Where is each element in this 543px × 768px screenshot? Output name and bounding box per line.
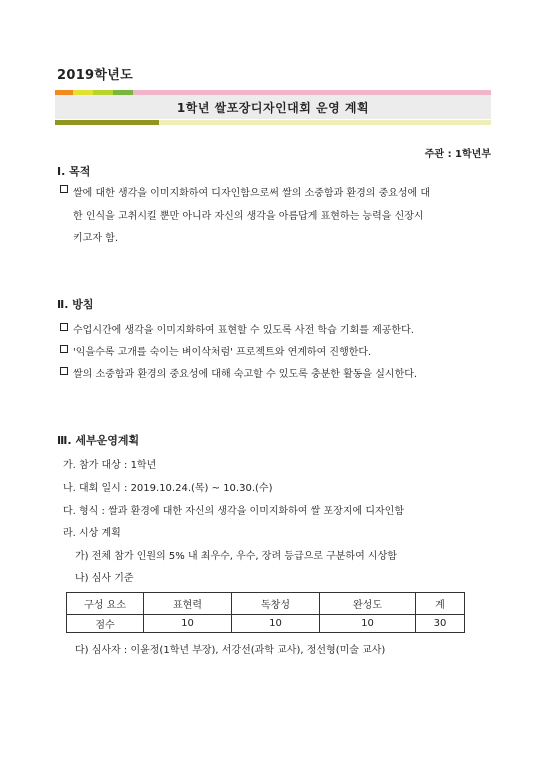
underline-segment (55, 120, 159, 125)
table-cell: 점수 (67, 615, 144, 633)
table-cell: 30 (416, 615, 465, 633)
policy-item (60, 365, 417, 380)
table-cell: 10 (232, 615, 320, 633)
underline-segment (159, 120, 491, 125)
table-header-cell: 독창성 (232, 593, 320, 615)
award-sub-item: 가) 전체 참가 인원의 5% 내 최우수, 우수, 장려 등급으로 구분하여 시상함 (75, 551, 397, 562)
policy-item (60, 321, 414, 336)
policy-item (60, 343, 371, 358)
title-underline-bar (55, 120, 491, 125)
table-cell: 10 (144, 615, 232, 633)
policy-item-text: 쌀의 소중함과 환경의 중요성에 대해 숙고할 수 있도록 충분한 활동을 실시한다. (73, 369, 418, 380)
section-heading-plan: Ⅲ. 세부운영계획 (57, 434, 140, 447)
policy-item-text: '익을수록 고개를 숙이는 벼이삭처럼' 프로젝트와 연계하여 진행한다. (73, 347, 372, 358)
purpose-line: 쌀에 대한 생각을 이미지화하여 디자인함으로써 쌀의 소중함과 환경의 중요성에 대 (73, 188, 431, 199)
table-header-cell: 구성 요소 (67, 593, 144, 615)
checkbox-bullet-icon (60, 185, 68, 193)
checkbox-bullet-icon (60, 345, 68, 353)
judges-line: 다) 심사자 : 이윤정(1학년 부장), 서강선(과학 교사), 정선형(미술 교사) (75, 645, 386, 656)
plan-item: 다. 형식 : 쌀과 환경에 대한 자신의 생각을 이미지화하여 쌀 포장지에 디자인함 (63, 506, 404, 517)
table-header-cell: 계 (416, 593, 465, 615)
section-heading-policy: Ⅱ. 방침 (57, 298, 94, 311)
organizer-label: 주관 : 1학년부 (424, 149, 491, 160)
table-header-cell: 완성도 (320, 593, 416, 615)
policy-item-text: 수업시간에 생각을 이미지화하여 표현할 수 있도록 사전 학습 기회를 제공한다. (73, 325, 414, 336)
judging-criteria-table (66, 592, 465, 633)
table-cell: 10 (320, 615, 416, 633)
section-heading-purpose: Ⅰ. 목적 (57, 165, 91, 178)
table-header-cell: 표현력 (144, 593, 232, 615)
checkbox-bullet-icon (60, 367, 68, 375)
document-title: 1학년 쌀포장디자인대회 운영 계획 (176, 100, 370, 115)
plan-item: 나. 대회 일시 : 2019.10.24.(목) ~ 10.30.(수) (63, 483, 273, 494)
purpose-text (73, 183, 430, 251)
purpose-line: 한 인식을 고취시킬 뿐만 아니라 자신의 생각을 아름답게 표현하는 능력을 신장시 (73, 210, 424, 222)
title-banner (55, 95, 491, 119)
school-year: 2019학년도 (57, 68, 133, 83)
purpose-paragraph (60, 183, 490, 251)
checkbox-bullet-icon (60, 323, 68, 331)
purpose-line: 키고자 함. (73, 233, 118, 244)
table-header-row (67, 593, 465, 615)
plan-item: 라. 시상 계획 (63, 528, 121, 539)
plan-item: 가. 참가 대상 : 1학년 (63, 460, 157, 471)
table-row (67, 615, 465, 633)
award-sub-item: 나) 심사 기준 (75, 573, 134, 584)
